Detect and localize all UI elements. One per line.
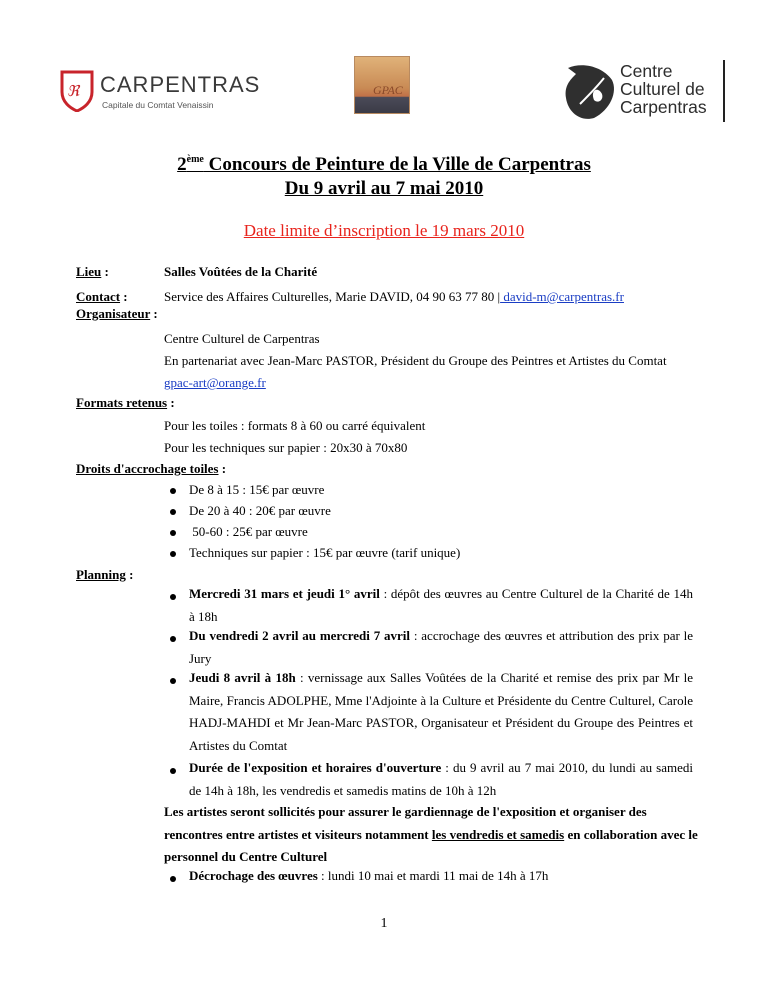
contact-value bbox=[164, 289, 624, 305]
droits-item-4: Techniques sur papier : 15€ par œuvre (tarif unique) bbox=[189, 545, 461, 560]
bullet-icon bbox=[170, 488, 176, 494]
planning-item-3: Jeudi 8 avril à 18h : vernissage aux Salles Voûtées de la Charité et remise des prix par Mr le Maire, Francis ADOLPHE, Mme l'Adjointe à la Culture et Présidente du Centre Culturel, Carole HADJ-MAHDI et Mr Jean-Marc PASTOR, Organisateur et Président du Groupe des Peintres et Artistes du Comtat bbox=[189, 670, 693, 753]
bullet-icon bbox=[170, 509, 176, 515]
registration-deadline: Date limite d’inscription le 19 mars 2010 bbox=[243, 221, 525, 240]
bullet-icon bbox=[170, 678, 176, 684]
planning-label: Planning : bbox=[76, 567, 134, 582]
bullet-icon bbox=[170, 530, 176, 536]
title-ordinal-sup: ème bbox=[186, 154, 204, 165]
bullet-icon bbox=[170, 636, 176, 642]
droits-item-3: 50-60 : 25€ par œuvre bbox=[189, 524, 308, 539]
carpentras-logo bbox=[60, 70, 261, 114]
organisateur-line2: En partenariat avec Jean-Marc PASTOR, Président du Groupe des Peintres et Artistes du Comtat bbox=[164, 353, 667, 368]
carpentras-logo-name: CARPENTRAS bbox=[100, 72, 261, 97]
carpentras-logo-tagline: Capitale du Comtat Venaissin bbox=[102, 100, 214, 110]
contact-label: Contact : bbox=[76, 289, 128, 304]
organisateur-email bbox=[164, 375, 266, 391]
bullet-icon bbox=[170, 551, 176, 557]
carpentras-shield-icon bbox=[60, 70, 94, 112]
planning-item-4: Durée de l'exposition et horaires d'ouverture : du 9 avril au 7 mai 2010, du lundi au samedi de 14h à 18h, les vendredis et samedis matins de 10h à 12h bbox=[189, 760, 693, 798]
formats-label: Formats retenus : bbox=[76, 395, 175, 410]
page-number: 1 bbox=[380, 916, 388, 931]
document-title-line2: Du 9 avril au 7 mai 2010 bbox=[284, 178, 484, 199]
centre-culturel-logo-text bbox=[620, 62, 707, 116]
formats-line2: Pour les techniques sur papier : 20x30 à 70x80 bbox=[164, 440, 408, 455]
centre-logo-line3: Carpentras bbox=[620, 97, 707, 117]
planning-note: Les artistes seront sollicités pour assurer le gardiennage de l'exposition et organiser des rencontres entre artistes et visiteurs notamment les vendredis et samedis en collaboration avec le personnel du Centre Culturel bbox=[164, 804, 698, 864]
lieu-value: Salles Voûtées de la Charité bbox=[164, 264, 318, 279]
droits-label: Droits d'accrochage toiles : bbox=[76, 461, 227, 476]
title-line1-text: Concours de Peinture de la Ville de Carpentras bbox=[203, 154, 591, 175]
leaf-icon bbox=[560, 60, 622, 124]
centre-culturel-logo bbox=[560, 60, 730, 126]
centre-logo-line2: Culturel de bbox=[620, 79, 705, 99]
title-ordinal: 2 bbox=[177, 154, 187, 175]
bullet-icon bbox=[170, 768, 176, 774]
document-title-line1 bbox=[0, 154, 768, 176]
planning-item-2: Du vendredi 2 avril au mercredi 7 avril : accrochage des œuvres et attribution des prix par le Jury bbox=[189, 628, 693, 666]
organisateur-email-link[interactable]: gpac-art@orange.fr bbox=[164, 375, 266, 390]
svg-text:ℜ: ℜ bbox=[67, 82, 80, 100]
droits-item-1: De 8 à 15 : 15€ par œuvre bbox=[189, 482, 325, 497]
organisateur-line1: Centre Culturel de Carpentras bbox=[164, 331, 320, 346]
contact-text: Service des Affaires Culturelles, Marie DAVID, 04 90 63 77 80 | bbox=[164, 289, 501, 304]
contact-email-link[interactable]: david-m@carpentras.fr bbox=[500, 289, 624, 304]
bullet-icon bbox=[170, 876, 176, 882]
organisateur-label: Organisateur : bbox=[76, 306, 158, 321]
gpac-logo bbox=[354, 56, 410, 114]
centre-logo-line1: Centre bbox=[620, 61, 673, 81]
planning-item-1: Mercredi 31 mars et jeudi 1° avril : dépôt des œuvres au Centre Culturel de la Charité de 14h à 18h bbox=[189, 586, 693, 624]
droits-item-2: De 20 à 40 : 20€ par œuvre bbox=[189, 503, 331, 518]
gpac-logo-text: GPAC bbox=[373, 83, 403, 97]
bullet-icon bbox=[170, 594, 176, 600]
formats-line1: Pour les toiles : formats 8 à 60 ou carré équivalent bbox=[164, 418, 426, 433]
planning-item-5: Décrochage des œuvres : lundi 10 mai et mardi 11 mai de 14h à 17h bbox=[189, 868, 549, 883]
lieu-label: Lieu : bbox=[76, 264, 109, 279]
logo-divider bbox=[723, 60, 725, 122]
